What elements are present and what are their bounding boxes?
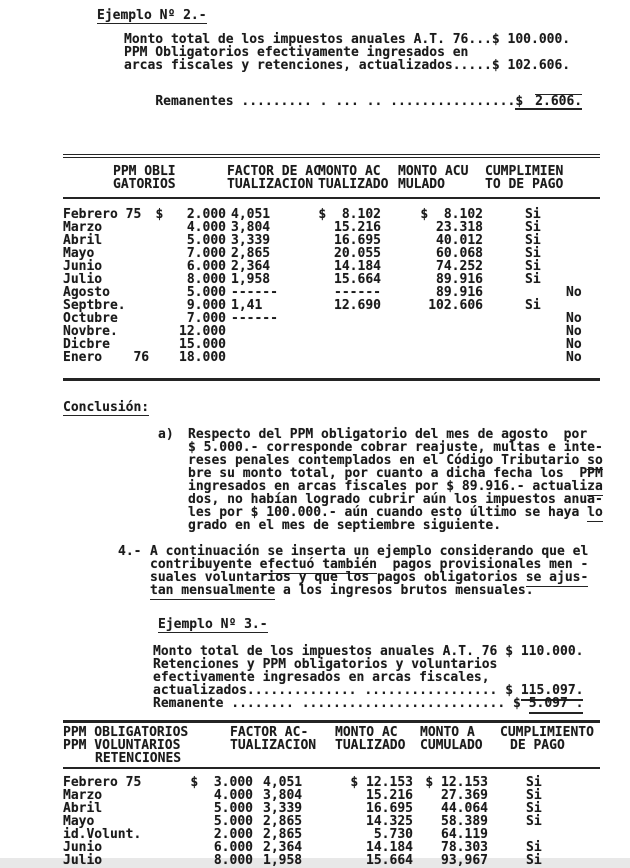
table-row [63,815,600,828]
remainder-line [124,81,630,123]
line-text: bre su monto total, por cuanto a dicha fecha los PPM [188,466,603,481]
ppm-voluntarios-table [63,720,600,867]
conclusion-heading [63,401,630,416]
cell-month: Enero 76 [63,350,150,365]
table-row [63,312,600,325]
cell-amount: 5.000 [186,233,226,248]
cell-pago-si: Si [526,814,542,829]
cell-factor: 1,958 [263,853,303,868]
cell-monto-acumulado: 40.012 [436,233,483,248]
cell-pago-si: Si [525,233,541,248]
table-row [63,828,600,841]
cell-amount: 7.000 [186,311,226,326]
cell-monto-acumulado: $ 8.102 [420,207,483,222]
line-text: $ 5.000.- corresponde cobrar reajuste, multas e inte- [188,440,603,455]
cell-month: Septbre. [63,298,126,313]
cell-pago-no [548,854,600,867]
header-col-monto-acumulado: MONTO ACU MULADO [398,164,469,192]
cell-pago-si: Si [526,775,542,790]
cell-pago-si: Si [526,853,542,868]
cell-month: Marzo [63,220,103,235]
cell-pago-no [538,260,600,273]
cell-month: Mayo [63,814,95,829]
cell-monto-actualizado: 15.664 [366,853,413,868]
cell-monto-actualizado: 14.184 [334,259,381,274]
cell-factor: 3,804 [263,788,303,803]
cell-pago-no: No [566,311,582,326]
cell-monto-actualizado: ------ [334,285,381,300]
cell-pago-si: Si [526,788,542,803]
cell-month: Abril [63,801,103,816]
cell-monto-acumulado: 44.064 [441,801,488,816]
table-row [63,247,600,260]
table-row [63,776,600,789]
cell-amount: 5.000 [213,801,253,816]
line-underlined-text: lo [587,505,603,520]
cell-factor [226,338,278,351]
line-text: ingresados en arcas fiscales por $ 89.916.- actuali [188,479,588,494]
cell-amount: 9.000 [186,298,226,313]
cell-monto-acumulado: 89.916 [436,285,483,300]
header-col-factor-actualizacion: FACTOR AC- TUALIZACION [230,725,317,753]
cell-monto-actualizado: 16.695 [334,233,381,248]
remainder-value: 2.606. [535,94,583,109]
table-row [63,221,600,234]
header-col-cumplimiento-pago: CUMPLIMIEN TO DE PAGO [485,164,564,192]
cell-factor: 3,804 [231,220,271,235]
item-4 [0,545,630,597]
table-row [63,789,600,802]
line-underlined-text: so [587,453,603,468]
cell-pago-si [483,312,538,325]
header-col-ppm-obligatorios: PPM OBLI GATORIOS [113,164,176,192]
header-col-monto-actualizado: MONTO AC TUALIZADO [335,725,406,753]
cell-factor: 3,339 [231,233,271,248]
example2-heading [97,9,630,24]
cell-pago-no: No [566,350,582,365]
cell-amount: 5.000 [186,285,226,300]
cell-amount: 7.000 [186,246,226,261]
cell-monto-actualizado: 5.730 [373,827,413,842]
example2-heading-text: Ejemplo Nº 2.- [97,8,207,23]
cell-amount: 18.000 [179,350,226,365]
cell-month: Agosto [63,285,110,300]
example3-heading-text: Ejemplo Nº 3.- [158,617,268,632]
table-row [63,325,600,338]
cell-monto-acumulado [381,312,483,325]
line-text-after: a los ingresos brutos mensuales. [275,583,534,598]
item-a-paragraph [188,428,630,532]
line-text: Monto total de los impuestos anuales A.T. 76 $ 110.000. [153,644,584,659]
example2-summary [124,33,630,72]
cell-factor: 4,051 [263,775,303,790]
remainder-sum [515,94,582,110]
cell-month: Abril [63,233,103,248]
cell-pago-si [483,351,538,364]
cell-amount: 5.000 [213,814,253,829]
item-4-paragraph [150,545,630,597]
cell-month: Julio [63,272,103,287]
table-row [63,208,600,221]
example3-summary [153,645,630,710]
cell-factor: 2,364 [231,259,271,274]
cell-factor: 2,865 [263,814,303,829]
item-a-label: a) [158,427,174,442]
cell-month: Febrero 75 [63,207,142,222]
cell-factor: 2,364 [263,840,303,855]
cell-monto-acumulado: 89.916 [436,272,483,287]
currency-sign: $ [515,94,524,109]
cell-pago-si: Si [525,272,541,287]
cell-pago-si: Si [525,220,541,235]
conclusion-heading-text: Conclusión: [63,400,150,415]
table-row [63,854,600,867]
cell-pago-si [483,325,538,338]
cell-amount: 4.000 [186,220,226,235]
header-col-monto-acumulado: MONTO A CUMULADO [420,725,483,753]
cell-month: Junio [63,840,103,855]
table-row [63,351,600,364]
line-text: Remanente ........ .......................... $ [153,696,529,711]
cell-pago-no: No [566,337,582,352]
line-text: les por $ 100.000.- aún cuando esto último se haya [188,505,588,520]
cell-monto-acumulado: 74.252 [436,259,483,274]
cell-factor: 3,339 [263,801,303,816]
line-underlined-text: se ajus- [525,570,589,585]
cell-factor: ------ [231,285,278,300]
cell-factor [226,325,278,338]
cell-pago-no [548,841,600,854]
header-col-monto-actualizado: MONTO AC TUALIZADO [318,164,389,192]
line-underlined-text: tan mensualmente [150,583,276,598]
cell-factor: 4,051 [231,207,271,222]
cell-factor: 2,865 [231,246,271,261]
cell-amount: 8.000 [186,272,226,287]
cell-pago-no [538,247,600,260]
cell-pago-si: Si [526,801,542,816]
example3-heading [158,618,630,633]
table-row [63,299,600,312]
cell-factor: ------ [231,311,278,326]
line-text-after: pagos provisionales men - [376,557,589,572]
summary-line [124,59,630,72]
table-row [63,260,600,273]
table1-body [63,199,600,381]
cell-amount: 6.000 [186,259,226,274]
table2-header [63,723,600,769]
cell-factor: 1,41 [231,298,263,313]
item-4-number: 4.- [118,544,142,559]
table-row [63,286,600,299]
cell-pago-no: No [566,324,582,339]
line-underlined-text: za [587,479,603,494]
cell-monto-acumulado: 60.068 [436,246,483,261]
line-text: Monto total de los impuestos anuales A.T. 76...$ 100.000. [124,32,571,47]
line-underlined-amount: 5.097 . [529,696,584,714]
cell-monto-acumulado: 27.369 [441,788,488,803]
cell-month: Marzo [63,788,103,803]
cell-pago-no [538,234,600,247]
cell-month: Dicbre [63,337,110,352]
cell-pago-no [548,828,600,841]
line-text: dos, no habían logrado cubrir aún los impuestos anua- [188,492,603,507]
cell-monto-acumulado [381,338,483,351]
cell-pago-no [548,802,600,815]
line-underlined-text: efectuó también [259,557,377,572]
cell-amount: 6.000 [213,840,253,855]
cell-amount: 2.000 [213,827,253,842]
line-text: PPM Obligatorios efectivamente ingresados en [124,45,469,60]
cell-monto-acumulado [381,351,483,364]
table-row [63,273,600,286]
table-row [63,841,600,854]
line-text: reses penales contemplados en el Código Tributario [188,453,588,468]
cell-month: Mayo [63,246,95,261]
cell-factor: 2,865 [263,827,303,842]
cell-pago-no: No [566,285,582,300]
cell-monto-actualizado: 20.055 [334,246,381,261]
cell-monto-acumulado: 23.318 [436,220,483,235]
cell-month: id.Volunt. [63,827,142,842]
cell-pago-si [483,338,538,351]
cell-pago-si: Si [525,298,541,313]
cell-pago-si: Si [526,840,542,855]
cell-monto-actualizado [278,325,381,338]
cell-amount: $ 2.000 [155,207,226,222]
cell-monto-actualizado: 15.216 [366,788,413,803]
line-text: contribuyente [150,557,260,572]
cell-month: Junio [63,259,103,274]
paragraph-line [188,519,630,532]
cell-monto-acumulado [381,325,483,338]
table1-header [63,158,600,199]
cell-monto-acumulado: $ 12.153 [425,775,488,790]
cell-amount: 12.000 [179,324,226,339]
cell-monto-actualizado: 15.216 [334,220,381,235]
cell-amount: 15.000 [179,337,226,352]
header-col-cumplimiento-pago: CUMPLIMIENTO DE PAGO [500,725,594,753]
cell-amount: 8.000 [213,853,253,868]
line-text: Retenciones y PPM obligatorios y voluntarios [153,657,498,672]
cell-monto-actualizado: 12.690 [334,298,381,313]
cell-month: Octubre [63,311,118,326]
cell-pago-no [548,776,600,789]
cell-monto-acumulado: 93,967 [441,853,488,868]
cell-pago-no [538,221,600,234]
cell-pago-no [548,789,600,802]
conclusion-item-a [0,428,630,532]
header-col-factor-actualizacion: FACTOR DE AC TUALIZACION [227,164,321,192]
cell-monto-actualizado: 14.325 [366,814,413,829]
cell-amount: 4.000 [213,788,253,803]
cell-monto-acumulado: 64.119 [441,827,488,842]
cell-monto-actualizado: 15.664 [334,272,381,287]
cell-monto-actualizado: $ 8.102 [318,207,381,222]
table-row [63,802,600,815]
table-row [63,234,600,247]
cell-monto-acumulado: 58.389 [441,814,488,829]
cell-pago-si: Si [525,207,541,222]
table2-body [63,769,600,867]
cell-pago-si: Si [525,246,541,261]
cell-monto-actualizado [278,312,381,325]
cell-monto-actualizado: 16.695 [366,801,413,816]
cell-pago-si: Si [525,259,541,274]
cell-monto-actualizado [278,338,381,351]
line-text: suales voluntarios y que los pagos obligatorios [150,570,526,585]
cell-monto-actualizado: $ 12.153 [350,775,413,790]
summary-line [153,697,630,710]
line-text: arcas fiscales y retenciones, actualizados.....$ 102.606. [124,58,571,73]
cell-monto-actualizado: 14.184 [366,840,413,855]
line-text: grado en el mes de septiembre siguiente. [188,518,502,533]
line-text: efectivamente ingresados en arcas fiscales, [153,670,490,685]
cell-monto-acumulado: 102.606 [428,298,483,313]
ppm-obligatorios-table [63,154,600,381]
cell-month: Julio [63,853,103,868]
line-underlined-amount: 115.097. [521,683,584,701]
line-text: Respecto del PPM obligatorio del mes de agosto por [188,427,588,442]
line-text: actualizados.............. ................. $ [153,683,521,698]
cell-factor [226,351,278,364]
cell-pago-no [538,208,600,221]
cell-factor: 1,958 [231,272,271,287]
cell-month: Febrero 75 [63,775,142,790]
header-col-ppm-retenciones: PPM OBLIGATORIOS PPM VOLUNTARIOS RETENCIONES [63,725,189,766]
cell-monto-actualizado [278,351,381,364]
cell-month: Novbre. [63,324,118,339]
line-text: A continuación se inserta un ejemplo considerando que el [150,544,589,559]
cell-amount: $ 3.000 [190,775,253,790]
cell-pago-no [548,815,600,828]
remainder-label: Remanentes ......... . ... .. ................ [155,94,516,109]
cell-monto-acumulado: 78.303 [441,840,488,855]
